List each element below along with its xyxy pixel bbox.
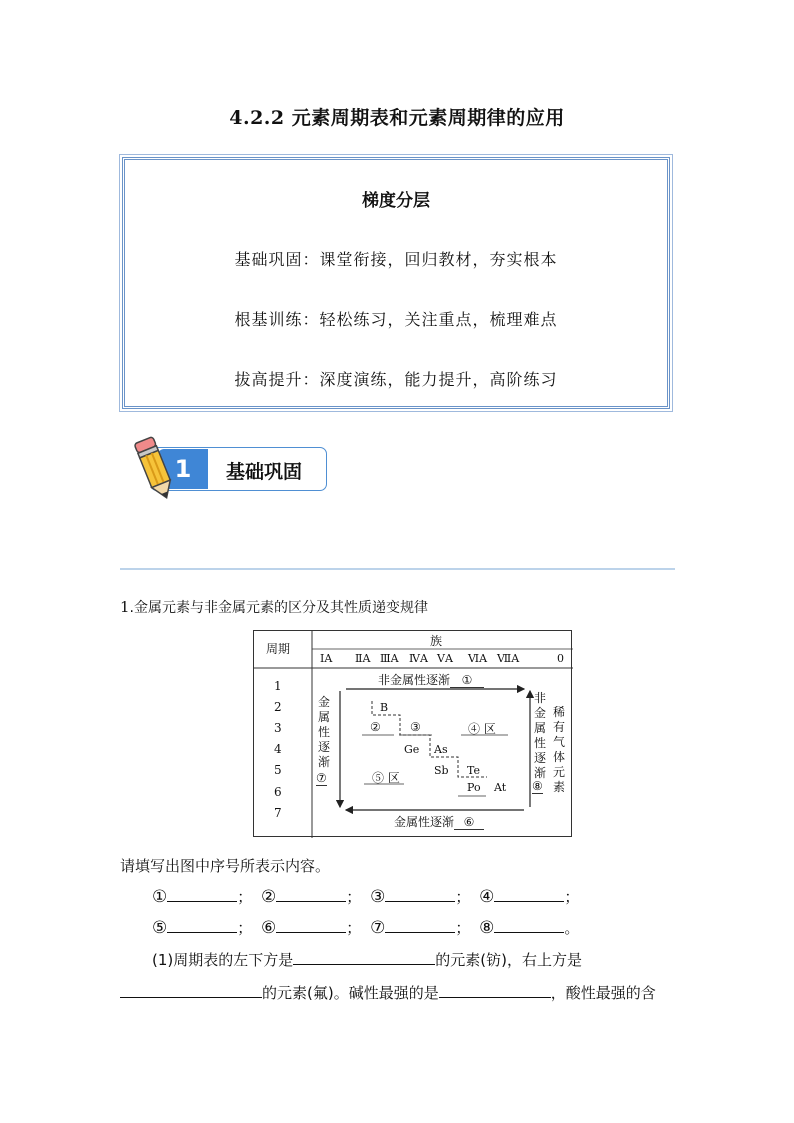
element-b: B [380, 701, 389, 714]
answer-blank-4[interactable] [494, 887, 564, 902]
right-arrow-label: 非金属性逐渐 [534, 691, 547, 780]
slot-5-label: ⑤ [152, 918, 168, 938]
zone-label-5: 区 [387, 771, 400, 785]
answer-blank-1[interactable] [167, 887, 237, 902]
circle-4: ④ [468, 722, 481, 736]
slot-2-label: ② [261, 887, 277, 907]
sub1-line2-b: ，酸性最强的含 [550, 984, 656, 1002]
group-3a: ⅢA [380, 652, 399, 665]
circle-3: ③ [410, 720, 421, 734]
right-arrow-num: ⑧ [532, 779, 543, 793]
sub1-blank-2[interactable] [120, 983, 262, 998]
group-5a: ⅤA [437, 652, 453, 665]
answer-row-1 [152, 886, 579, 907]
slot-6-sep: ； [346, 919, 362, 937]
question-number: 1 [120, 598, 130, 616]
sub1-mid: 的元素(钫)，右上方是 [435, 951, 582, 969]
answer-blank-3[interactable] [385, 887, 455, 902]
slot-4-sep: ； [564, 888, 580, 906]
slot-3-sep: ； [455, 888, 471, 906]
zone-label-4: 区 [483, 722, 496, 736]
slot-6-label: ⑥ [261, 918, 277, 938]
header-group: 族 [430, 634, 443, 648]
answer-blank-2[interactable] [276, 887, 346, 902]
sub1-prefix: (1)周期表的左下方是 [152, 951, 294, 969]
gradient-line-2: 根基训练：轻松练习，关注重点，梳理难点 [234, 310, 558, 329]
element-po: Po [467, 781, 481, 794]
top-arrow-num: ① [450, 673, 484, 688]
section-number: 1 [158, 449, 208, 489]
group-2a: ⅡA [355, 652, 371, 665]
section-label: 基础巩固 [226, 461, 303, 483]
period-2: 2 [274, 700, 282, 714]
element-ge: Ge [404, 743, 420, 756]
sub-question-1-line-2 [120, 982, 656, 1003]
answer-blank-5[interactable] [167, 918, 237, 933]
circle-5: ⑤ [372, 771, 385, 785]
question-title: .金属元素与非金属元素的区分及其性质递变规律 [129, 600, 428, 616]
gradient-line-3: 拔高提升：深度演练，能力提升，高阶练习 [234, 370, 558, 389]
period-5: 5 [274, 763, 282, 777]
period-1: 1 [274, 679, 282, 693]
header-period: 周期 [266, 642, 291, 656]
slot-2-sep: ； [346, 888, 362, 906]
gradient-box [122, 157, 670, 409]
sub1-blank-1[interactable] [293, 950, 435, 965]
bottom-arrow-num: ⑥ [454, 815, 484, 830]
answer-row-2 [152, 917, 579, 938]
periodic-diagram [253, 630, 572, 837]
group-6a: ⅥA [468, 652, 488, 665]
bottom-arrow-label: 金属性逐渐 [394, 815, 455, 829]
element-at: At [494, 781, 507, 794]
element-sb: Sb [434, 764, 449, 777]
slot-1-label: ① [152, 887, 168, 907]
group-7a: ⅦA [497, 652, 520, 665]
page-title: 4.2.2 元素周期表和元素周期律的应用 [229, 107, 565, 129]
left-arrow-num: ⑦ [316, 771, 327, 785]
slot-5-sep: ； [237, 919, 253, 937]
gradient-line-1: 基础巩固：课堂衔接，回归教材，夯实根本 [234, 250, 558, 269]
pencil-icon [130, 434, 180, 504]
period-3: 3 [274, 721, 282, 735]
period-4: 4 [274, 742, 282, 756]
slot-7-label: ⑦ [370, 918, 386, 938]
answer-blank-7[interactable] [385, 918, 455, 933]
slot-4-label: ④ [479, 887, 495, 907]
element-as: As [434, 743, 448, 756]
sub1-line2-a: 的元素(氟)。碱性最强的是 [262, 984, 439, 1002]
divider [120, 568, 675, 570]
top-arrow-label: 非金属性逐渐 [378, 673, 451, 687]
period-6: 6 [274, 785, 282, 799]
slot-8-sep: 。 [564, 919, 580, 937]
slot-8-label: ⑧ [479, 918, 495, 938]
answer-blank-8[interactable] [494, 918, 564, 933]
left-arrow-label: 金属性逐渐 [318, 695, 331, 769]
noble-gas-label: 稀有气体元素 [553, 705, 566, 794]
group-0: 0 [557, 652, 564, 665]
gradient-heading: 梯度分层 [362, 191, 430, 211]
element-te: Te [467, 764, 480, 777]
sub-question-1-line-1 [152, 949, 582, 970]
answer-blank-6[interactable] [276, 918, 346, 933]
group-1a: ⅠA [320, 652, 333, 665]
circle-2: ② [370, 720, 381, 734]
slot-3-label: ③ [370, 887, 386, 907]
period-7: 7 [274, 806, 282, 820]
instruction-text: 请填写出图中序号所表示内容。 [120, 857, 331, 875]
question-1-title [120, 597, 428, 617]
sub1-blank-3[interactable] [439, 983, 551, 998]
slot-7-sep: ； [455, 919, 471, 937]
group-4a: ⅣA [409, 652, 428, 665]
slot-1-sep: ； [237, 888, 253, 906]
